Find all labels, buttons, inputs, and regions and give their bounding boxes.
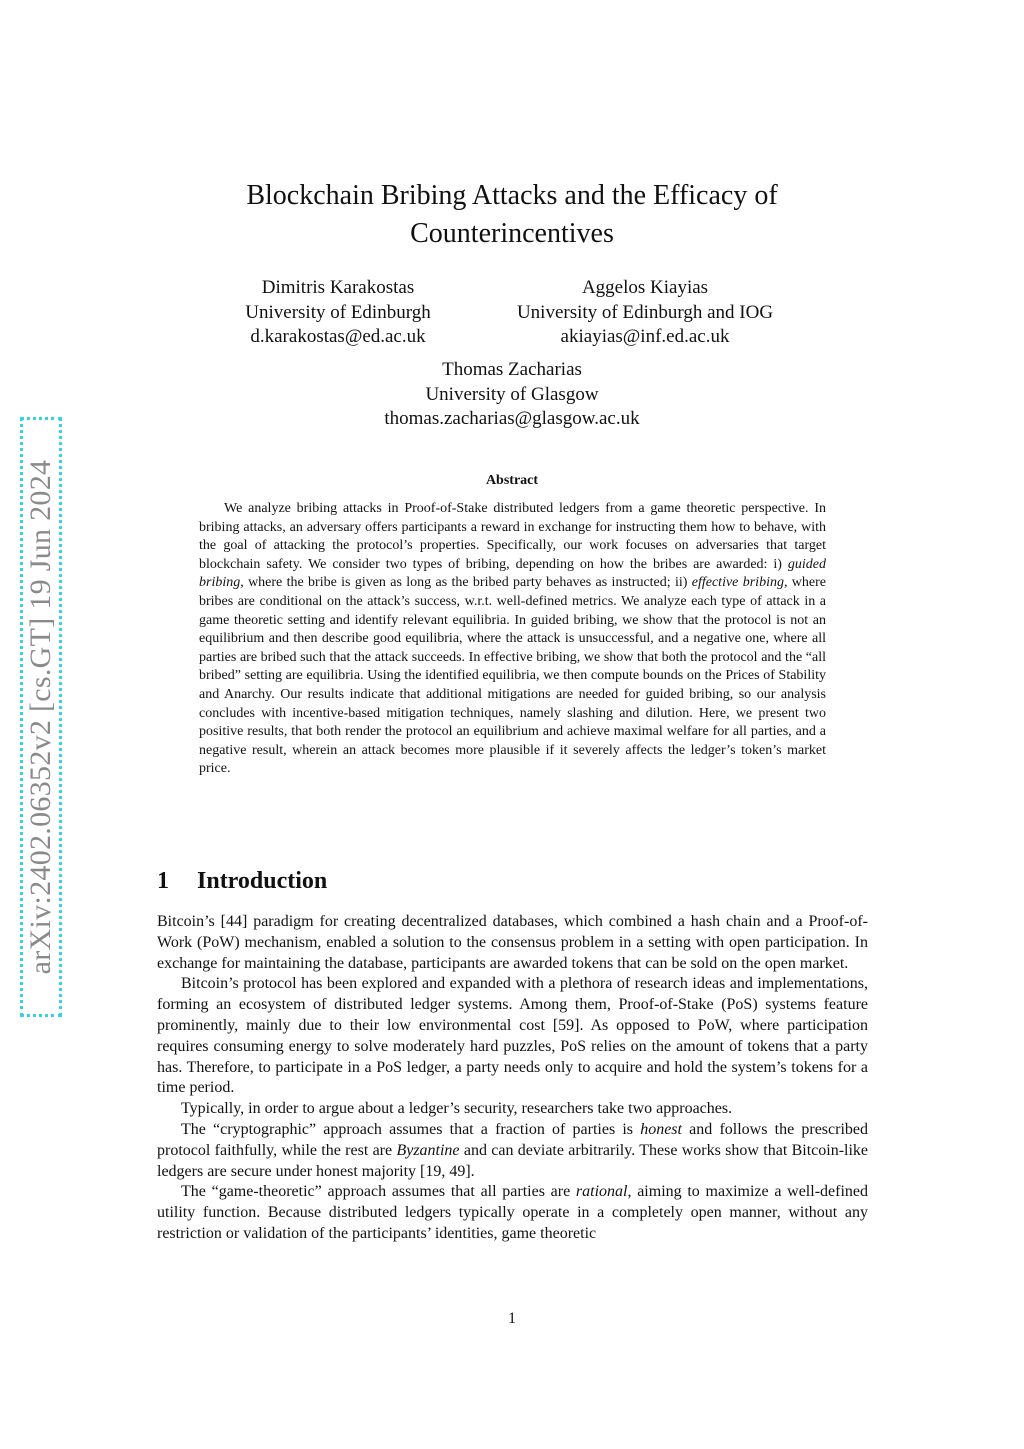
- author-affiliation: University of Glasgow: [425, 383, 599, 405]
- paragraph: [157, 1182, 868, 1244]
- author-name: Thomas Zacharias: [442, 359, 582, 380]
- author-affiliation: University of Edinburgh and IOG: [516, 301, 774, 323]
- author-block-2: [470, 276, 820, 350]
- paragraph-emphasis: honest: [640, 1120, 682, 1138]
- page-number: 1: [508, 1310, 516, 1327]
- author-email: d.karakostas@ed.ac.uk: [250, 326, 426, 347]
- introduction-body: [157, 912, 868, 1245]
- paragraph-segment: and can deviate arbitrarily. These works show that Bitcoin-like ledgers are secure under honest majority [19, 49].: [157, 1141, 869, 1180]
- abstract-heading: Abstract: [485, 473, 539, 488]
- paragraph-segment: , aiming to maximize a well-defined utility function. Because distributed ledgers typically operate in a completely open manner, without any restriction or validation of the participants’ identities, game theoretic: [157, 1183, 869, 1242]
- paragraph-segment: The “game-theoretic” approach assumes that all parties are: [181, 1183, 576, 1201]
- paragraph-segment: and follows the prescribed protocol faithfully, while the rest are: [157, 1120, 868, 1159]
- paragraph-segment: The “cryptographic” approach assumes that a fraction of parties is: [181, 1120, 641, 1138]
- abstract-segment: , where the bribe is given as long as the bribed party behaves as instructed; ii): [240, 575, 692, 591]
- abstract-text: [199, 500, 826, 779]
- author-affiliation: University of Edinburgh: [245, 301, 431, 323]
- paragraph-emphasis: rational: [575, 1183, 628, 1201]
- author-email: akiayias@inf.ed.ac.uk: [560, 326, 730, 347]
- author-block-1: [208, 276, 468, 350]
- abstract-emphasis: effective bribing: [691, 575, 784, 591]
- author-block-3: [312, 358, 712, 432]
- author-email: thomas.zacharias@glasgow.ac.uk: [384, 408, 640, 429]
- section-title: Introduction: [197, 868, 328, 894]
- section-number: 1: [157, 868, 169, 894]
- paragraph: Bitcoin’s [44] paradigm for creating decentralized databases, which combined a hash chain and a Proof-of-Work (PoW) mechanism, enabled a solution to the consensus problem in a setting with open participation. In exchange for maintaining the database, participants are awarded tokens that can be sold on the open market.: [157, 913, 868, 972]
- paper-title-line-2: Counterincentives: [410, 218, 614, 249]
- author-name: Aggelos Kiayias: [581, 277, 709, 298]
- paragraph: Typically, in order to argue about a ledger’s security, researchers take two approaches.: [181, 1100, 733, 1118]
- abstract-segment: , where bribes are conditional on the attack’s success, w.r.t. well-defined metrics. We analyze each type of attack in a game theoretic setting and identify relevant equilibria. In guided bribing, we show that the protocol is not an equilibrium and then describe good equilibria, where the attack is unsuccessful, and a negative one, where all parties are bribed such that the attack succeeds. In effective bribing, we show that both the protocol and the “all bribed” setting are equilibria. Using the identified equilibria, we then compute bounds on the Prices of Stability and Anarchy. Our results indicate that additional mitigations are needed for guided bribing, so our analysis concludes with incentive-based mitigation techniques, namely slashing and dilution. Here, we present two positive results, that both render the protocol an equilibrium and achieve maximal welfare for all parties, and a negative result, wherein an attack becomes more plausible if it severely affects the ledger’s token’s market price.: [199, 575, 827, 777]
- abstract-segment: We analyze bribing attacks in Proof-of-Stake distributed ledgers from a game theoretic perspective. In bribing attacks, an adversary offers participants a reward in exchange for instructing them how to behave, with the goal of attacking the protocol’s properties. Specifically, our work focuses on adversaries that target blockchain safety. We consider two types of bribing, depending on how the bribes are awarded: i): [199, 501, 826, 572]
- arxiv-identifier: arXiv:2402.06352v2 [cs.GT] 19 Jun 2024: [24, 459, 57, 975]
- author-name: Dimitris Karakostas: [261, 277, 415, 298]
- paragraph: Bitcoin’s protocol has been explored and expanded with a plethora of research ideas and implementations, forming an ecosystem of distributed ledger systems. Among them, Proof-of-Stake (PoS) systems feature prominently, mainly due to their low environmental cost [59]. As opposed to PoW, where participation requires consuming energy to solve moderately hard puzzles, PoS relies on the amount of tokens that a party has. Therefore, to participate in a PoS ledger, a party needs only to acquire and hold the system’s tokens for a time period.: [157, 975, 868, 1097]
- paragraph-emphasis: Byzantine: [396, 1141, 460, 1159]
- abstract-emphasis: guided bribing: [199, 556, 826, 591]
- paper-title: [160, 177, 864, 253]
- section-heading: [157, 868, 327, 895]
- paragraph: [157, 1120, 868, 1182]
- paper-title-line-1: Blockchain Bribing Attacks and the Efficacy of: [246, 180, 778, 211]
